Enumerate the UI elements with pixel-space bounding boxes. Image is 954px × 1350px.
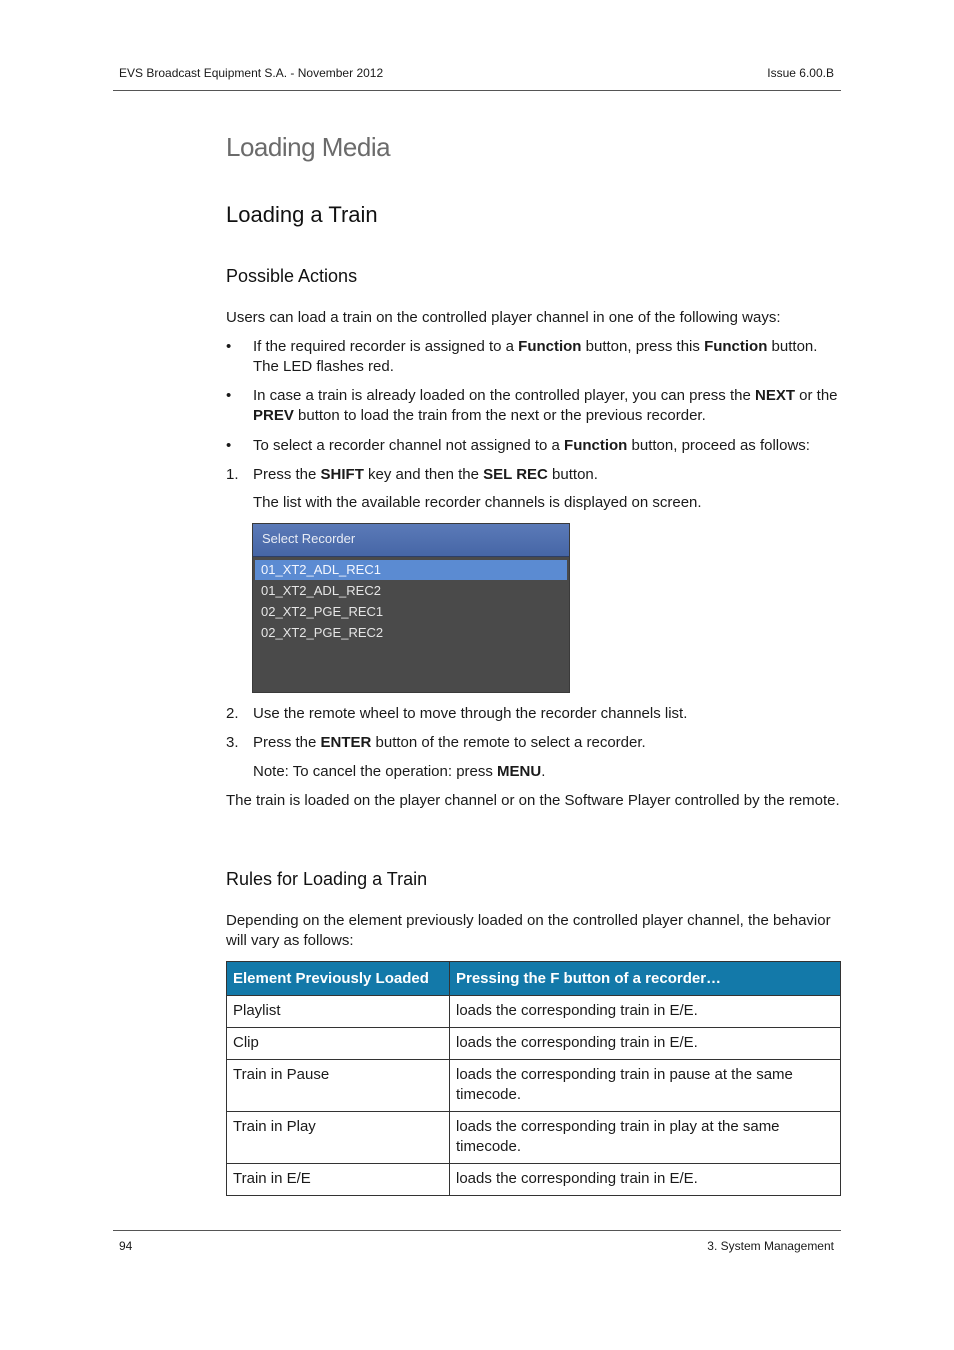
table-cell: Train in Play <box>227 1112 450 1164</box>
recorder-list-item[interactable]: 02_XT2_PGE_REC2 <box>261 625 384 640</box>
recorder-list-item[interactable]: 01_XT2_ADL_REC1 <box>255 560 567 580</box>
table-cell: loads the corresponding train in play at the same timecode. <box>450 1112 841 1164</box>
table-cell: loads the corresponding train in pause at the same timecode. <box>450 1060 841 1112</box>
bullet-mark: • <box>226 437 232 454</box>
footer-section: 3. System Management <box>707 1239 834 1253</box>
table-row <box>227 1028 841 1060</box>
select-recorder-panel <box>252 523 570 693</box>
table-row <box>227 1164 841 1196</box>
table-header-cell: Element Previously Loaded <box>227 962 450 996</box>
section-title: Loading a Train <box>226 202 378 227</box>
table-cell: loads the corresponding train in E/E. <box>450 1164 841 1196</box>
page-number: 94 <box>119 1239 133 1253</box>
bullet-text: If the required recorder is assigned to a Function button, press this Function button. The LED flashes red. <box>253 338 818 375</box>
rules-intro-text: Depending on the element previously loaded on the controlled player channel, the behavior will vary as follows: <box>226 912 831 949</box>
bullet-text: In case a train is already loaded on the controlled player, you can press the NEXT or the PREV button to load the train from the next or the previous recorder. <box>253 387 838 424</box>
step-number: 1. <box>226 466 239 483</box>
bullet-mark: • <box>226 387 232 404</box>
step-text: Use the remote wheel to move through the recorder channels list. <box>253 705 688 722</box>
page-title: Loading Media <box>226 132 391 162</box>
header-publisher: EVS Broadcast Equipment S.A. - November 2012 <box>119 66 384 80</box>
table-row <box>227 1112 841 1164</box>
rules-table <box>226 961 841 1196</box>
table-cell: Playlist <box>227 996 450 1028</box>
page-footer <box>113 1230 841 1253</box>
intro-text: Users can load a train on the controlled player channel in one of the following ways: <box>226 309 781 326</box>
step-text: Press the SHIFT key and then the SEL REC button. <box>253 466 598 483</box>
note-text: Note: To cancel the operation: press MENU. <box>253 763 546 780</box>
table-cell: Clip <box>227 1028 450 1060</box>
table-row <box>227 1060 841 1112</box>
header-issue: Issue 6.00.B <box>767 66 834 80</box>
table-cell: Train in Pause <box>227 1060 450 1112</box>
table-header-row <box>227 962 841 996</box>
table-header-cell: Pressing the F button of a recorder… <box>450 962 841 996</box>
table-cell: Train in E/E <box>227 1164 450 1196</box>
subsection-possible-actions: Possible Actions <box>226 266 358 286</box>
result-text: The train is loaded on the player channel or on the Software Player controlled by the remote. <box>226 792 840 809</box>
subsection-rules: Rules for Loading a Train <box>226 869 428 889</box>
step-text: Press the ENTER button of the remote to select a recorder. <box>253 734 646 751</box>
recorder-list <box>253 557 569 643</box>
table-row <box>227 996 841 1028</box>
step1-result: The list with the available recorder channels is displayed on screen. <box>253 494 702 511</box>
bullet-text: To select a recorder channel not assigned to a Function button, proceed as follows: <box>253 437 810 454</box>
page-header <box>113 64 841 91</box>
step-number: 2. <box>226 705 239 722</box>
bullet-mark: • <box>226 338 232 355</box>
recorder-list-item[interactable]: 02_XT2_PGE_REC1 <box>261 604 384 619</box>
step-number: 3. <box>226 734 239 751</box>
table-cell: loads the corresponding train in E/E. <box>450 1028 841 1060</box>
select-recorder-title: Select Recorder <box>253 524 569 557</box>
table-cell: loads the corresponding train in E/E. <box>450 996 841 1028</box>
recorder-list-item[interactable]: 01_XT2_ADL_REC2 <box>261 583 381 598</box>
